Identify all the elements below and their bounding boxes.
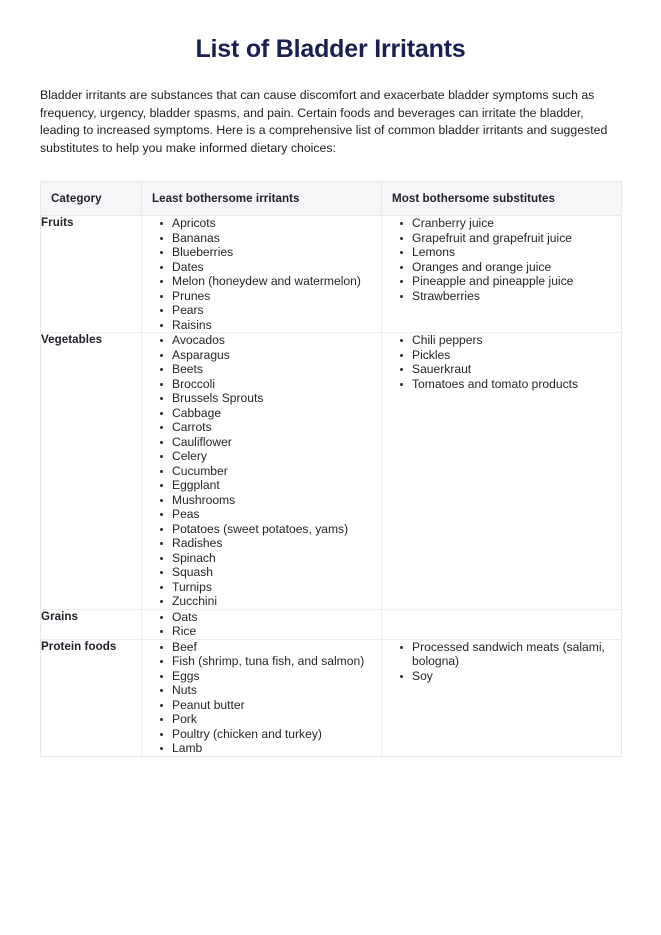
list-item: Eggplant <box>172 478 381 493</box>
list-item: Soy <box>412 669 621 684</box>
list-item: Avocados <box>172 333 381 348</box>
list-item: Zucchini <box>172 594 381 609</box>
most-bothersome-cell <box>382 639 622 756</box>
list-item: Bananas <box>172 231 381 246</box>
list-item: Beets <box>172 362 381 377</box>
food-item-list <box>142 610 381 639</box>
table-row <box>41 333 622 610</box>
list-item: Asparagus <box>172 348 381 363</box>
food-item-list <box>142 216 381 332</box>
category-cell: Grains <box>41 609 142 639</box>
food-item-list <box>142 640 381 756</box>
list-item: Fish (shrimp, tuna fish, and salmon) <box>172 654 381 669</box>
list-item: Strawberries <box>412 289 621 304</box>
table-row <box>41 216 622 333</box>
intro-paragraph: Bladder irritants are substances that can cause discomfort and exacerbate bladder symptoms such as frequency, urgency, bladder spasms, and pain. Certain foods and beverages can irritate the bladder, leading to increased symptoms. Here is a comprehensive list of common bladder irritants and suggested substitutes to help you make informed dietary choices: <box>40 88 608 155</box>
list-item: Pineapple and pineapple juice <box>412 274 621 289</box>
bladder-irritants-table <box>40 181 622 757</box>
list-item: Cranberry juice <box>412 216 621 231</box>
list-item: Apricots <box>172 216 381 231</box>
list-item: Chili peppers <box>412 333 621 348</box>
least-bothersome-cell <box>142 639 382 756</box>
table-row <box>41 639 622 756</box>
list-item: Peanut butter <box>172 698 381 713</box>
list-item: Brussels Sprouts <box>172 391 381 406</box>
list-item: Carrots <box>172 420 381 435</box>
list-item: Beef <box>172 640 381 655</box>
list-item: Prunes <box>172 289 381 304</box>
list-item: Poultry (chicken and turkey) <box>172 727 381 742</box>
list-item: Squash <box>172 565 381 580</box>
list-item: Grapefruit and grapefruit juice <box>412 231 621 246</box>
list-item: Tomatoes and tomato products <box>412 377 621 392</box>
list-item: Cauliflower <box>172 435 381 450</box>
list-item: Cabbage <box>172 406 381 421</box>
list-item: Mushrooms <box>172 493 381 508</box>
category-cell: Fruits <box>41 216 142 333</box>
column-header-most-bothersome: Most bothersome substitutes <box>382 182 622 216</box>
least-bothersome-cell <box>142 609 382 639</box>
list-item: Nuts <box>172 683 381 698</box>
list-item: Pork <box>172 712 381 727</box>
list-item: Processed sandwich meats (salami, bologna) <box>412 640 621 669</box>
list-item: Sauerkraut <box>412 362 621 377</box>
least-bothersome-cell <box>142 216 382 333</box>
most-bothersome-cell <box>382 333 622 610</box>
list-item: Oats <box>172 610 381 625</box>
category-cell: Vegetables <box>41 333 142 610</box>
food-item-list <box>382 216 621 303</box>
list-item: Turnips <box>172 580 381 595</box>
most-bothersome-cell <box>382 609 622 639</box>
column-header-category: Category <box>41 182 142 216</box>
list-item: Lamb <box>172 741 381 756</box>
list-item: Spinach <box>172 551 381 566</box>
irritants-table-container <box>40 181 621 757</box>
list-item: Lemons <box>412 245 621 260</box>
list-item: Rice <box>172 624 381 639</box>
list-item: Peas <box>172 507 381 522</box>
list-item: Raisins <box>172 318 381 333</box>
list-item: Dates <box>172 260 381 275</box>
list-item: Pears <box>172 303 381 318</box>
list-item: Pickles <box>412 348 621 363</box>
column-header-least-bothersome: Least bothersome irritants <box>142 182 382 216</box>
list-item: Celery <box>172 449 381 464</box>
list-item: Radishes <box>172 536 381 551</box>
most-bothersome-cell <box>382 216 622 333</box>
list-item: Potatoes (sweet potatoes, yams) <box>172 522 381 537</box>
table-header <box>41 182 622 216</box>
food-item-list <box>382 640 621 684</box>
list-item: Broccoli <box>172 377 381 392</box>
table-row <box>41 609 622 639</box>
food-item-list <box>382 333 621 391</box>
list-item: Oranges and orange juice <box>412 260 621 275</box>
least-bothersome-cell <box>142 333 382 610</box>
food-item-list <box>142 333 381 609</box>
list-item: Cucumber <box>172 464 381 479</box>
table-body <box>41 216 622 757</box>
list-item: Blueberries <box>172 245 381 260</box>
category-cell: Protein foods <box>41 639 142 756</box>
table-header-row <box>41 182 622 216</box>
list-item: Eggs <box>172 669 381 684</box>
page-title: List of Bladder Irritants <box>195 35 466 63</box>
empty-cell <box>382 610 621 620</box>
list-item: Melon (honeydew and watermelon) <box>172 274 381 289</box>
